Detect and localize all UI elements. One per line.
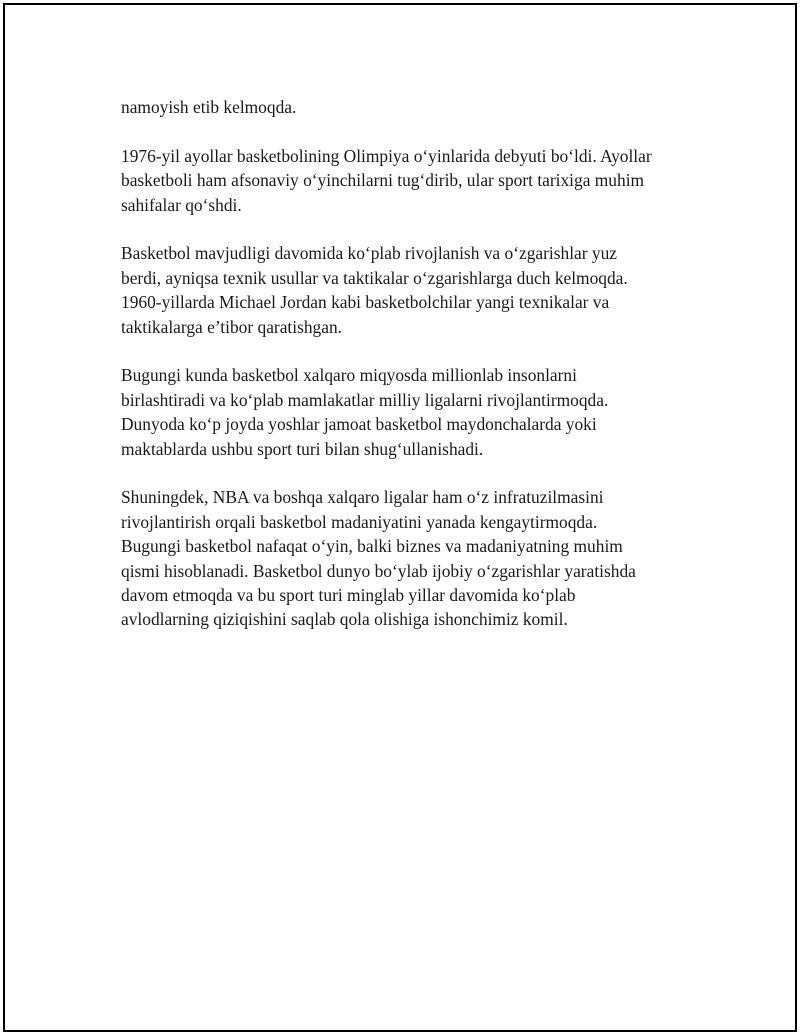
text-line: basketboli ham afsonaviy o‘yinchilarni tug‘dirib, ular sport tarixiga muhim	[121, 170, 645, 191]
paragraph	[121, 485, 721, 631]
text-line: birlashtiradi va ko‘plab mamlakatlar milliy ligalarni rivojlantirmoqda.	[121, 389, 609, 410]
text-line: Shuningdek, NBA va boshqa xalqaro ligalar ham o‘z infratuzilmasini	[121, 487, 604, 508]
paragraph	[121, 144, 721, 217]
paragraph	[121, 241, 721, 339]
text-line: avlodlarning qiziqishini saqlab qola olishiga ishonchimiz komil.	[121, 609, 568, 630]
text-line: 1976-yil ayollar basketbolining Olimpiya o‘yinlarida debyuti bo‘ldi. Ayollar	[121, 145, 652, 166]
text-line: Bugungi basketbol nafaqat o‘yin, balki biznes va madaniyatning muhim	[121, 536, 623, 557]
text-line: maktablarda ushbu sport turi bilan shug‘ullanishadi.	[121, 438, 484, 459]
paragraph	[121, 363, 721, 461]
text-line: Dunyoda ko‘p joyda yoshlar jamoat basketbol maydonchalarda yoki	[121, 414, 597, 435]
text-line: taktikalarga e’tibor qaratishgan.	[121, 316, 343, 337]
text-line: namoyish etib kelmoqda.	[121, 97, 297, 117]
document-page	[3, 3, 797, 1032]
paragraph	[121, 95, 721, 119]
text-line: Bugungi kunda basketbol xalqaro miqyosda millionlab insonlarni	[121, 365, 577, 386]
text-line: sahifalar qo‘shdi.	[121, 194, 242, 215]
document-body	[121, 95, 721, 656]
text-line: qismi hisoblanadi. Basketbol dunyo bo‘ylab ijobiy o‘zgarishlar yaratishda	[121, 560, 636, 581]
text-line: rivojlantirish orqali basketbol madaniyatini yanada kengaytirmoqda.	[121, 511, 598, 532]
text-line: Basketbol mavjudligi davomida ko‘plab rivojlanish va o‘zgarishlar yuz	[121, 243, 617, 264]
text-line: berdi, ayniqsa texnik usullar va taktikalar o‘zgarishlarga duch kelmoqda.	[121, 267, 628, 288]
text-line: 1960-yillarda Michael Jordan kabi basketbolchilar yangi texnikalar va	[121, 292, 610, 313]
text-line: davom etmoqda va bu sport turi minglab yillar davomida ko‘plab	[121, 585, 576, 606]
